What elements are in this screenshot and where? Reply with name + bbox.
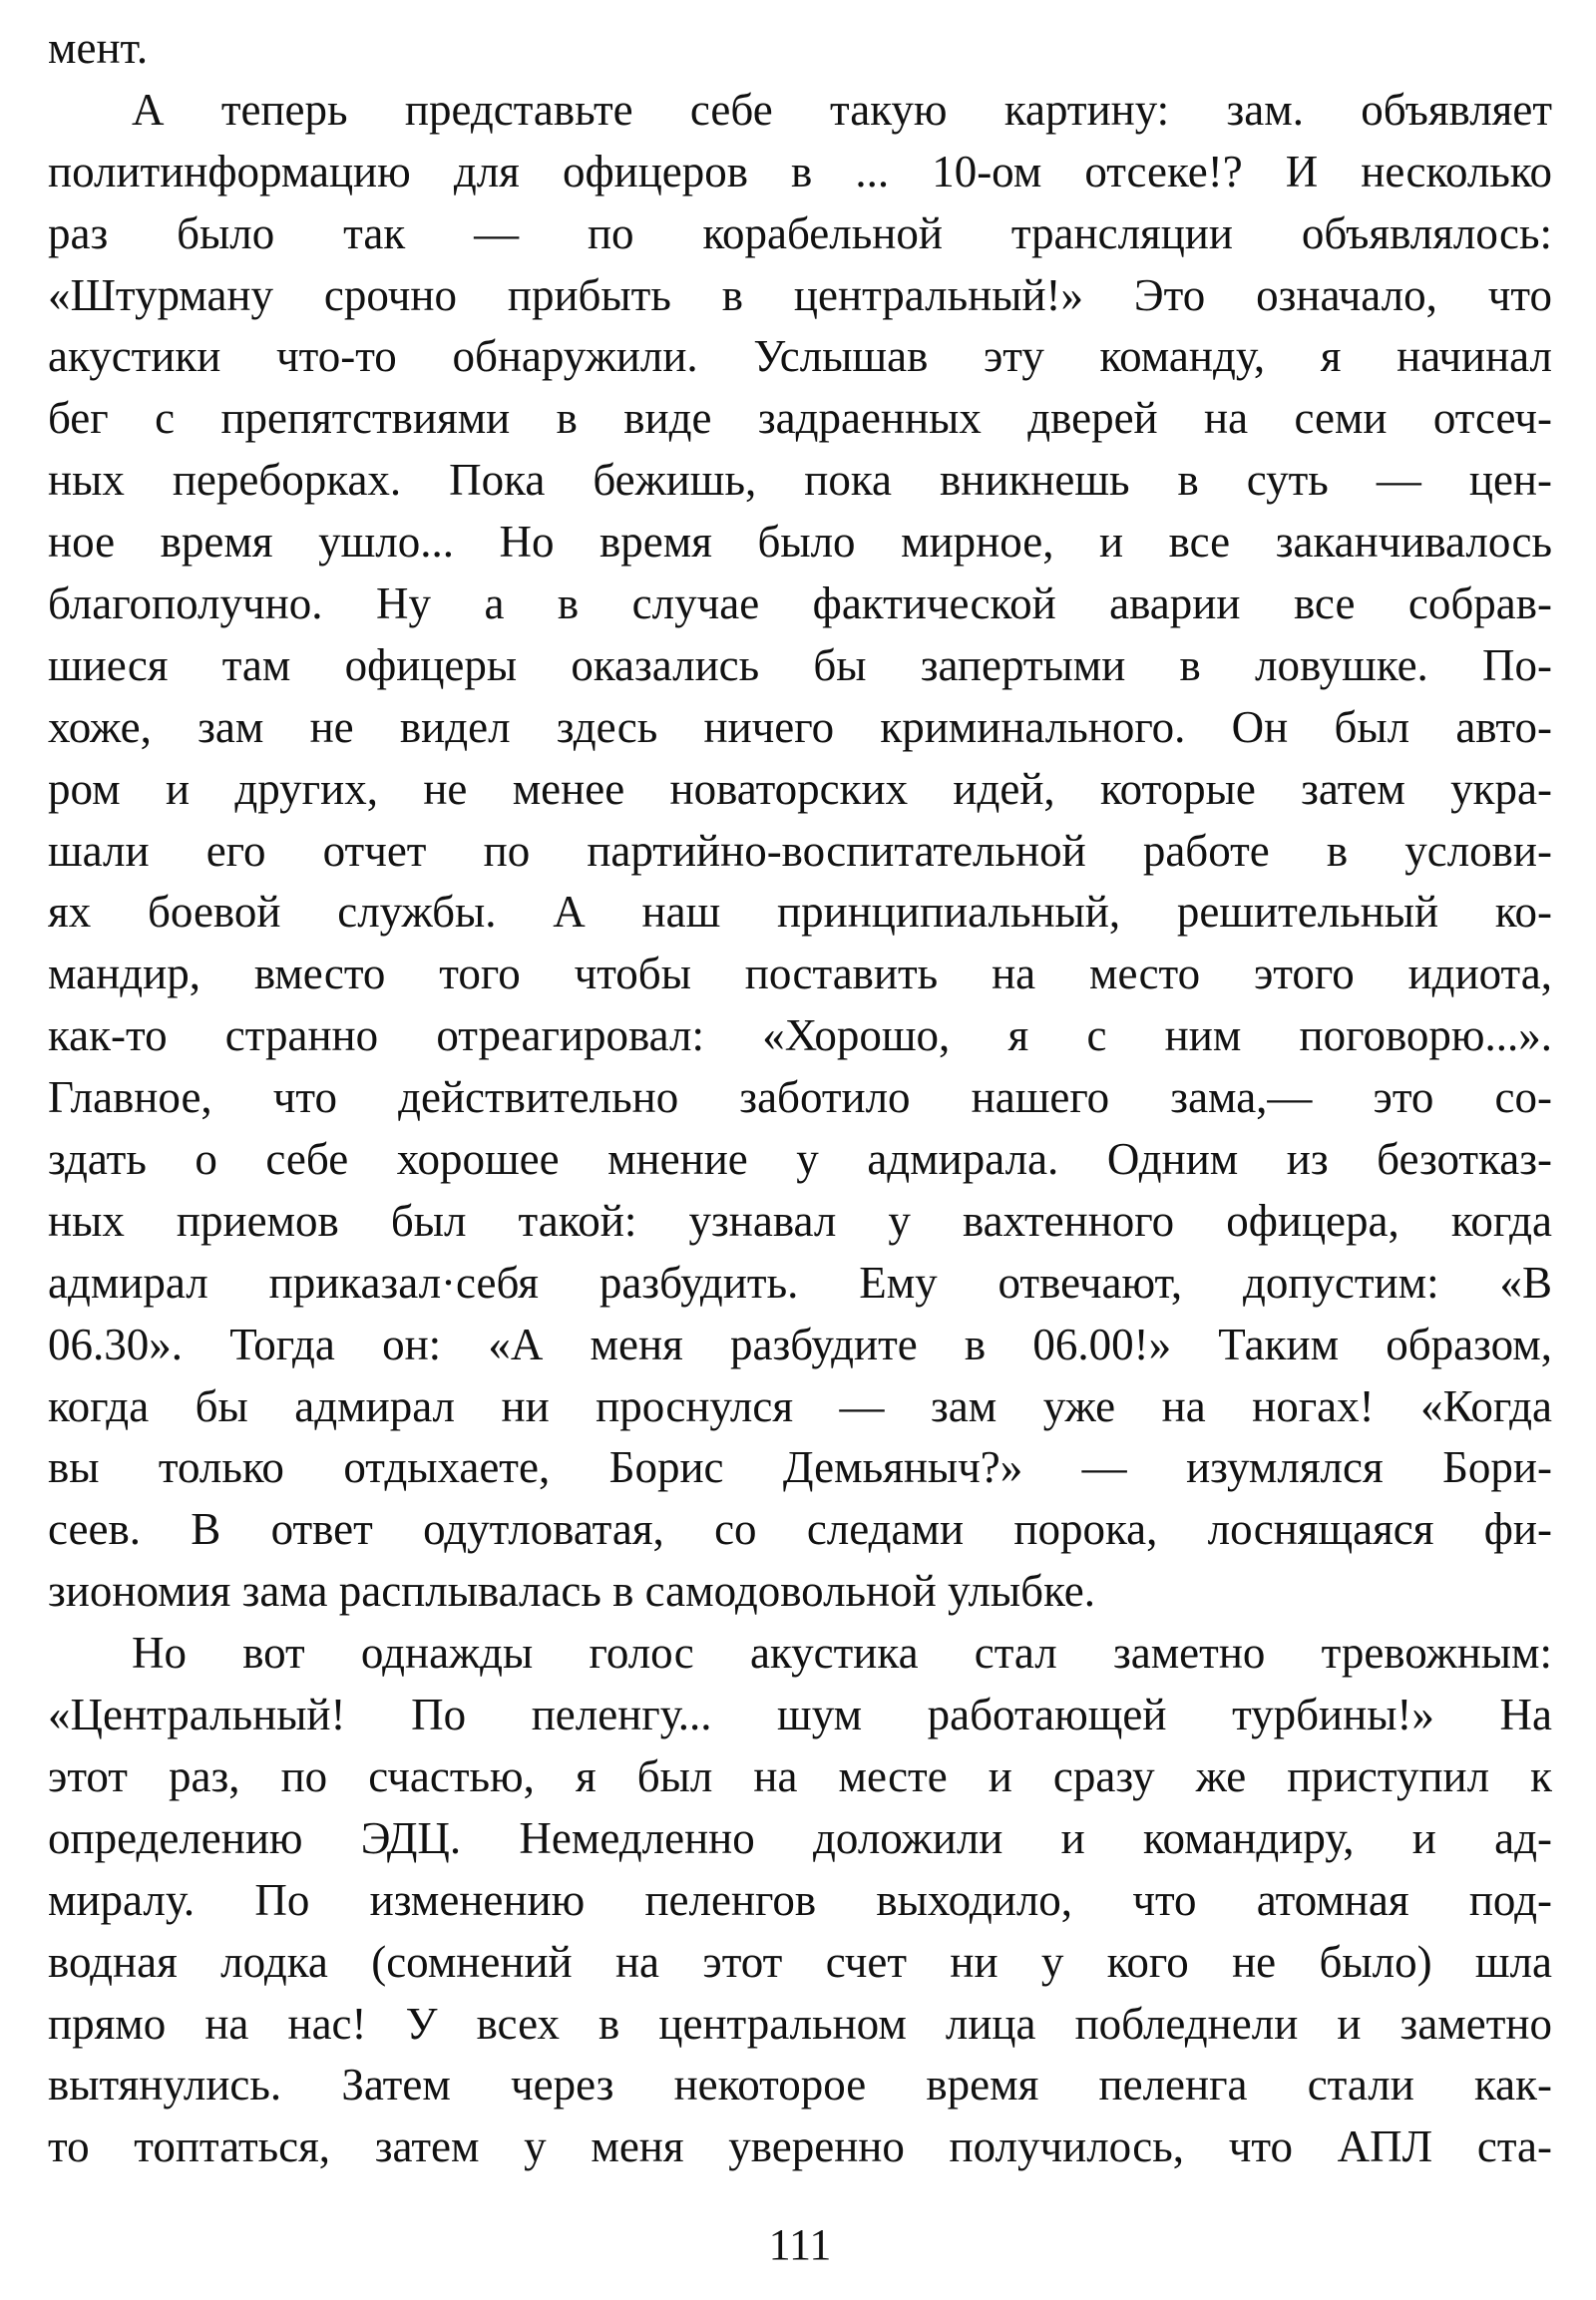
text-line: хоже, зам не видел здесь ничего криминального. Он был авто- bbox=[48, 701, 1552, 752]
page-number: 111 bbox=[768, 2220, 832, 2269]
text-line: водная лодка (сомнений на этот счет ни у кого не было) шла bbox=[48, 1936, 1552, 1987]
text-line: когда бы адмирал ни проснулся — зам уже на ногах! «Когда bbox=[48, 1380, 1552, 1431]
text-line: шиеся там офицеры оказались бы запертыми в ловушке. По- bbox=[48, 639, 1552, 690]
text-line: ных приемов был такой: узнавал у вахтенного офицера, когда bbox=[48, 1195, 1552, 1246]
text-line: ром и других, не менее новаторских идей, которые затем укра- bbox=[48, 763, 1552, 814]
text-line: политинформацию для офицеров в ... 10-ом отсеке!? И несколько bbox=[48, 146, 1552, 196]
text-line: «Центральный! По пеленгу... шум работающей турбины!» На bbox=[48, 1690, 1552, 1740]
text-line: 06.30». Тогда он: «А меня разбудите в 06.00!» Таким образом, bbox=[48, 1319, 1552, 1369]
text-line: А теперь представьте себе такую картину: зам. объявляет bbox=[132, 84, 1552, 135]
text-line: как-то странно отреагировал: «Хорошо, я с ним поговорю...». bbox=[48, 1010, 1552, 1061]
text-line: благополучно. Ну а в случае фактической аварии все собрав- bbox=[48, 578, 1552, 629]
text-line: здать о себе хорошее мнение у адмирала. Одним из безотказ- bbox=[48, 1134, 1552, 1185]
text-line: мандир, вместо того чтобы поставить на место этого идиота, bbox=[48, 949, 1552, 999]
body-text bbox=[48, 18, 1552, 2178]
text-line: этот раз, по счастью, я был на месте и сразу же приступил к bbox=[48, 1750, 1552, 1801]
text-line: ных переборках. Пока бежишь, пока вникнешь в суть — цен- bbox=[48, 455, 1552, 506]
text-line: вытянулись. Затем через некоторое время пеленга стали как- bbox=[48, 2060, 1552, 2110]
text-line: вы только отдыхаете, Борис Демьяныч?» — изумлялся Бори- bbox=[48, 1442, 1552, 1493]
text-line: акустики что-то обнаружили. Услышав эту команду, я начинал bbox=[48, 331, 1552, 382]
text-line: бег с препятствиями в виде задраенных дверей на семи отсеч- bbox=[48, 393, 1552, 444]
text-line: ях боевой службы. А наш принципиальный, решительный ко- bbox=[48, 887, 1552, 938]
text-line: зиономия зама расплывалась в самодовольной улыбке. bbox=[48, 1566, 1096, 1617]
text-line: адмирал приказал·себя разбудить. Ему отвечают, допустим: «В bbox=[48, 1257, 1552, 1308]
text-line: прямо на нас! У всех в центральном лица побледнели и заметно bbox=[48, 1998, 1552, 2049]
text-line: миралу. По изменению пеленгов выходило, что атомная под- bbox=[48, 1874, 1552, 1925]
text-line: мент. bbox=[48, 23, 149, 73]
text-line: то топтаться, затем у меня уверенно получилось, что АПЛ ста- bbox=[48, 2121, 1552, 2172]
text-line: Главное, что действительно заботило нашего зама,— это со- bbox=[48, 1072, 1552, 1123]
text-line: шали его отчет по партийно-воспитательной работе в услови- bbox=[48, 825, 1552, 876]
text-line: сеев. В ответ одутловатая, со следами порока, лоснящаяся фи- bbox=[48, 1504, 1552, 1555]
text-line: ное время ушло... Но время было мирное, и все заканчивалось bbox=[48, 517, 1552, 568]
text-line: Но вот однажды голос акустика стал заметно тревожным: bbox=[132, 1628, 1552, 1679]
book-page bbox=[48, 18, 1552, 2282]
text-line: определению ЭДЦ. Немедленно доложили и командиру, и ад- bbox=[48, 1812, 1552, 1863]
text-line: раз было так — по корабельной трансляции объявлялось: bbox=[48, 207, 1552, 258]
text-line: «Штурману срочно прибыть в центральный!» Это означало, что bbox=[48, 269, 1552, 320]
